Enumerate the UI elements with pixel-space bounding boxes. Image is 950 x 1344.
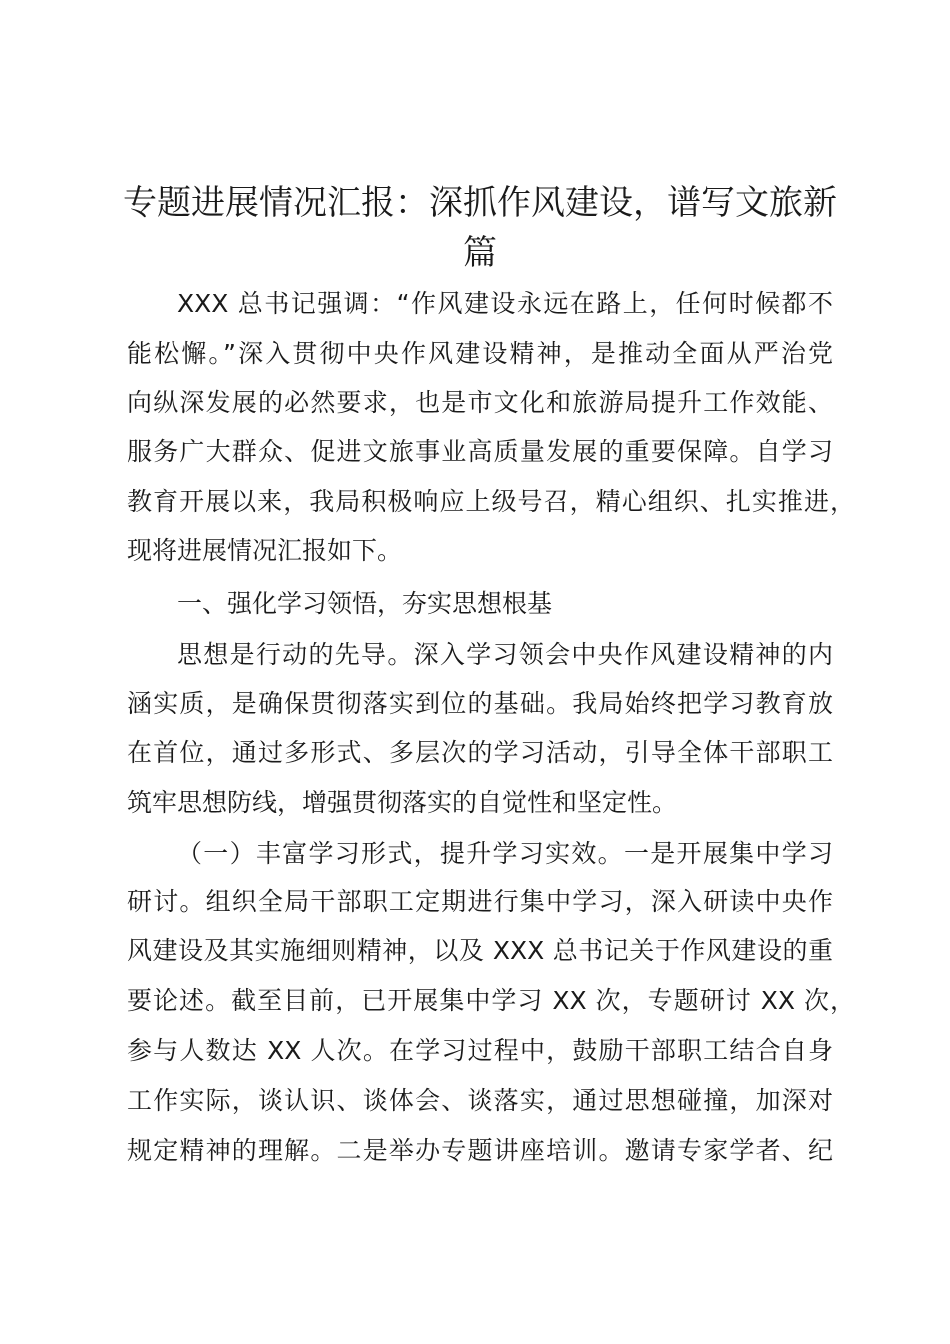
body-line: 现将进展情况汇报如下。 — [127, 536, 403, 565]
body-line: 参与人数达 XX 人次。在学习过程中，鼓励干部职工结合自身 — [127, 1036, 833, 1065]
body-line: 向纵深发展的必然要求，也是市文化和旅游局提升工作效能、 — [127, 388, 833, 417]
body-line: 思想是行动的先导。深入学习领会中央作风建设精神的内 — [177, 640, 833, 669]
body-line: 研讨。组织全局干部职工定期进行集中学习，深入研读中央作 — [127, 887, 833, 916]
body-line: XXX 总书记强调：“作风建设永远在路上，任何时候都不 — [177, 289, 833, 318]
body-line: 涵实质，是确保贯彻落实到位的基础。我局始终把学习教育放 — [127, 689, 833, 718]
body-line: （一）丰富学习形式，提升学习实效。一是开展集中学习 — [177, 839, 833, 868]
section-heading: 一、强化学习领悟，夯实思想根基 — [177, 589, 553, 618]
body-line: 风建设及其实施细则精神，以及 XXX 总书记关于作风建设的重 — [127, 936, 833, 965]
body-line: 工作实际，谈认识、谈体会、谈落实，通过思想碰撞，加深对 — [127, 1086, 833, 1115]
body-line: 要论述。截至目前，已开展集中学习 XX 次，专题研讨 XX 次， — [127, 986, 855, 1015]
body-line: 筑牢思想防线，增强贯彻落实的自觉性和坚定性。 — [127, 788, 678, 817]
body-line: 服务广大群众、促进文旅事业高质量发展的重要保障。自学习 — [127, 437, 833, 466]
body-line: 在首位，通过多形式、多层次的学习活动，引导全体干部职工 — [127, 738, 833, 767]
document-title: 专题进展情况汇报：深抓作风建设，谱写文旅新篇 — [123, 183, 837, 273]
body-line: 规定精神的理解。二是举办专题讲座培训。邀请专家学者、纪 — [127, 1136, 833, 1165]
body-line: 能松懈。”深入贯彻中央作风建设精神，是推动全面从严治党 — [127, 339, 833, 368]
body-line: 教育开展以来，我局积极响应上级号召，精心组织、扎实推进， — [127, 487, 855, 516]
